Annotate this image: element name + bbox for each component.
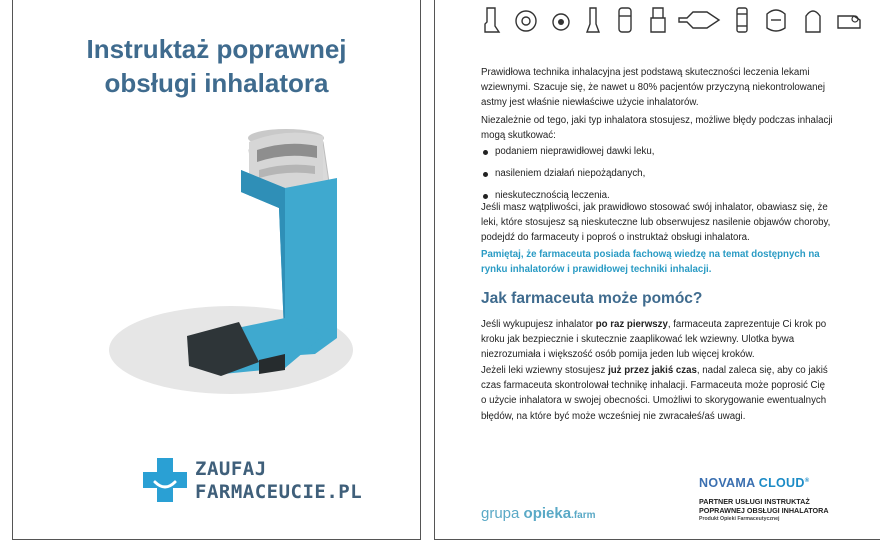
errors-intro-paragraph: Niezależnie od tego, jaki typ inhalatora stosujesz, możliwe błędy podczas inhalacji mogą skutkować:	[481, 115, 833, 142]
turbuhaler-icon	[763, 6, 789, 36]
novama-partner-block	[699, 476, 869, 524]
zaufaj-farmaceucie-logo	[141, 456, 363, 506]
disk-inhaler-icon	[513, 6, 539, 36]
left-page	[12, 0, 421, 540]
page-title	[13, 32, 420, 100]
inhaler-types-icons	[479, 6, 859, 40]
mdi-inhaler-icon	[479, 6, 501, 36]
section-heading: Jak farmaceuta może pomóc?	[481, 290, 703, 307]
list-item: nieskutecznością leczenia.	[481, 185, 821, 207]
pharmacy-cross-icon	[141, 456, 189, 504]
brand-line-1: ZAUFAJ	[195, 458, 267, 480]
soft-mist-inhaler-icon	[731, 6, 753, 36]
list-item: podaniem nieprawidłowej dawki leku,	[481, 141, 821, 163]
grupa-opieka-logo: grupa opieka.farm	[481, 505, 596, 522]
partner-label: PARTNER USŁUGI INSTRUKTAŻ POPRAWNEJ OBSŁUGI INHALATORA Produkt Opieki Farmaceutycznej	[699, 497, 829, 522]
doubts-paragraph: Jeśli masz wątpliwości, jak prawidłowo stosować swój inhalator, obawiasz się, że leki, które stosujesz są nieskuteczne lub obserwujesz nasilenie objawów choroby, podejdź do farmaceuty i poproś o instruktaż obsługi inhalatora.	[481, 202, 831, 244]
errors-list	[481, 141, 821, 207]
capsule-inhaler-icon	[615, 6, 635, 36]
intro-paragraph: Prawidłowa technika inhalacyjna jest podstawą skuteczności leczenia lekami wziewnymi. Szacuje się, że nawet u 80% pacjentów przyczyną niekontrolowanej astmy jest właśnie niewłaściwe użycie inhalatorów.	[481, 67, 826, 109]
title-line-1: Instruktaż poprawnej	[86, 34, 347, 64]
novama-cloud-logo: NOVAMA CLOUD®	[699, 476, 810, 490]
title-line-2: obsługi inhalatora	[104, 68, 329, 98]
breath-actuated-inhaler-icon	[647, 6, 669, 36]
round-disk-inhaler-icon	[549, 6, 573, 36]
list-item: nasileniem działań niepożądanych,	[481, 163, 821, 185]
first-time-paragraph: Jeśli wykupujesz inhalator po raz pierwszy, farmaceuta zaprezentuje Ci krok po kroku jak bezpiecznie i skutecznie zaaplikować lek wziewny. Ulotka bywa niezrozumiała i większość osób pomija jeden lub więcej kroków.	[481, 319, 827, 361]
spacer-inhaler-icon	[677, 6, 721, 36]
right-page	[434, 0, 880, 540]
diskus-inhaler-icon	[835, 6, 863, 36]
brand-line-2: FARMACEUCIE.PL	[195, 481, 363, 503]
inhaler-illustration	[109, 122, 369, 412]
highlight-paragraph: Pamiętaj, że farmaceuta posiada fachową wiedzę na temat dostępnych na rynku inhalatorów i prawidłowej techniki inhalacji.	[481, 249, 820, 276]
slim-inhaler-icon	[583, 6, 603, 36]
long-term-paragraph: Jeżeli leki wziewny stosujesz już przez jakiś czas, nadal zaleca się, aby co jakiś czas farmaceuta skontrolował technikę inhalacji. Farmaceuta może poprosić Cię o użycie inhalatora w swojej obecności. Umożliwi to skorygowanie ewentualnych błędów, na które być może wcześniej nie zwracałeś/aś uwagi.	[481, 365, 828, 422]
easyhaler-icon	[801, 6, 825, 36]
